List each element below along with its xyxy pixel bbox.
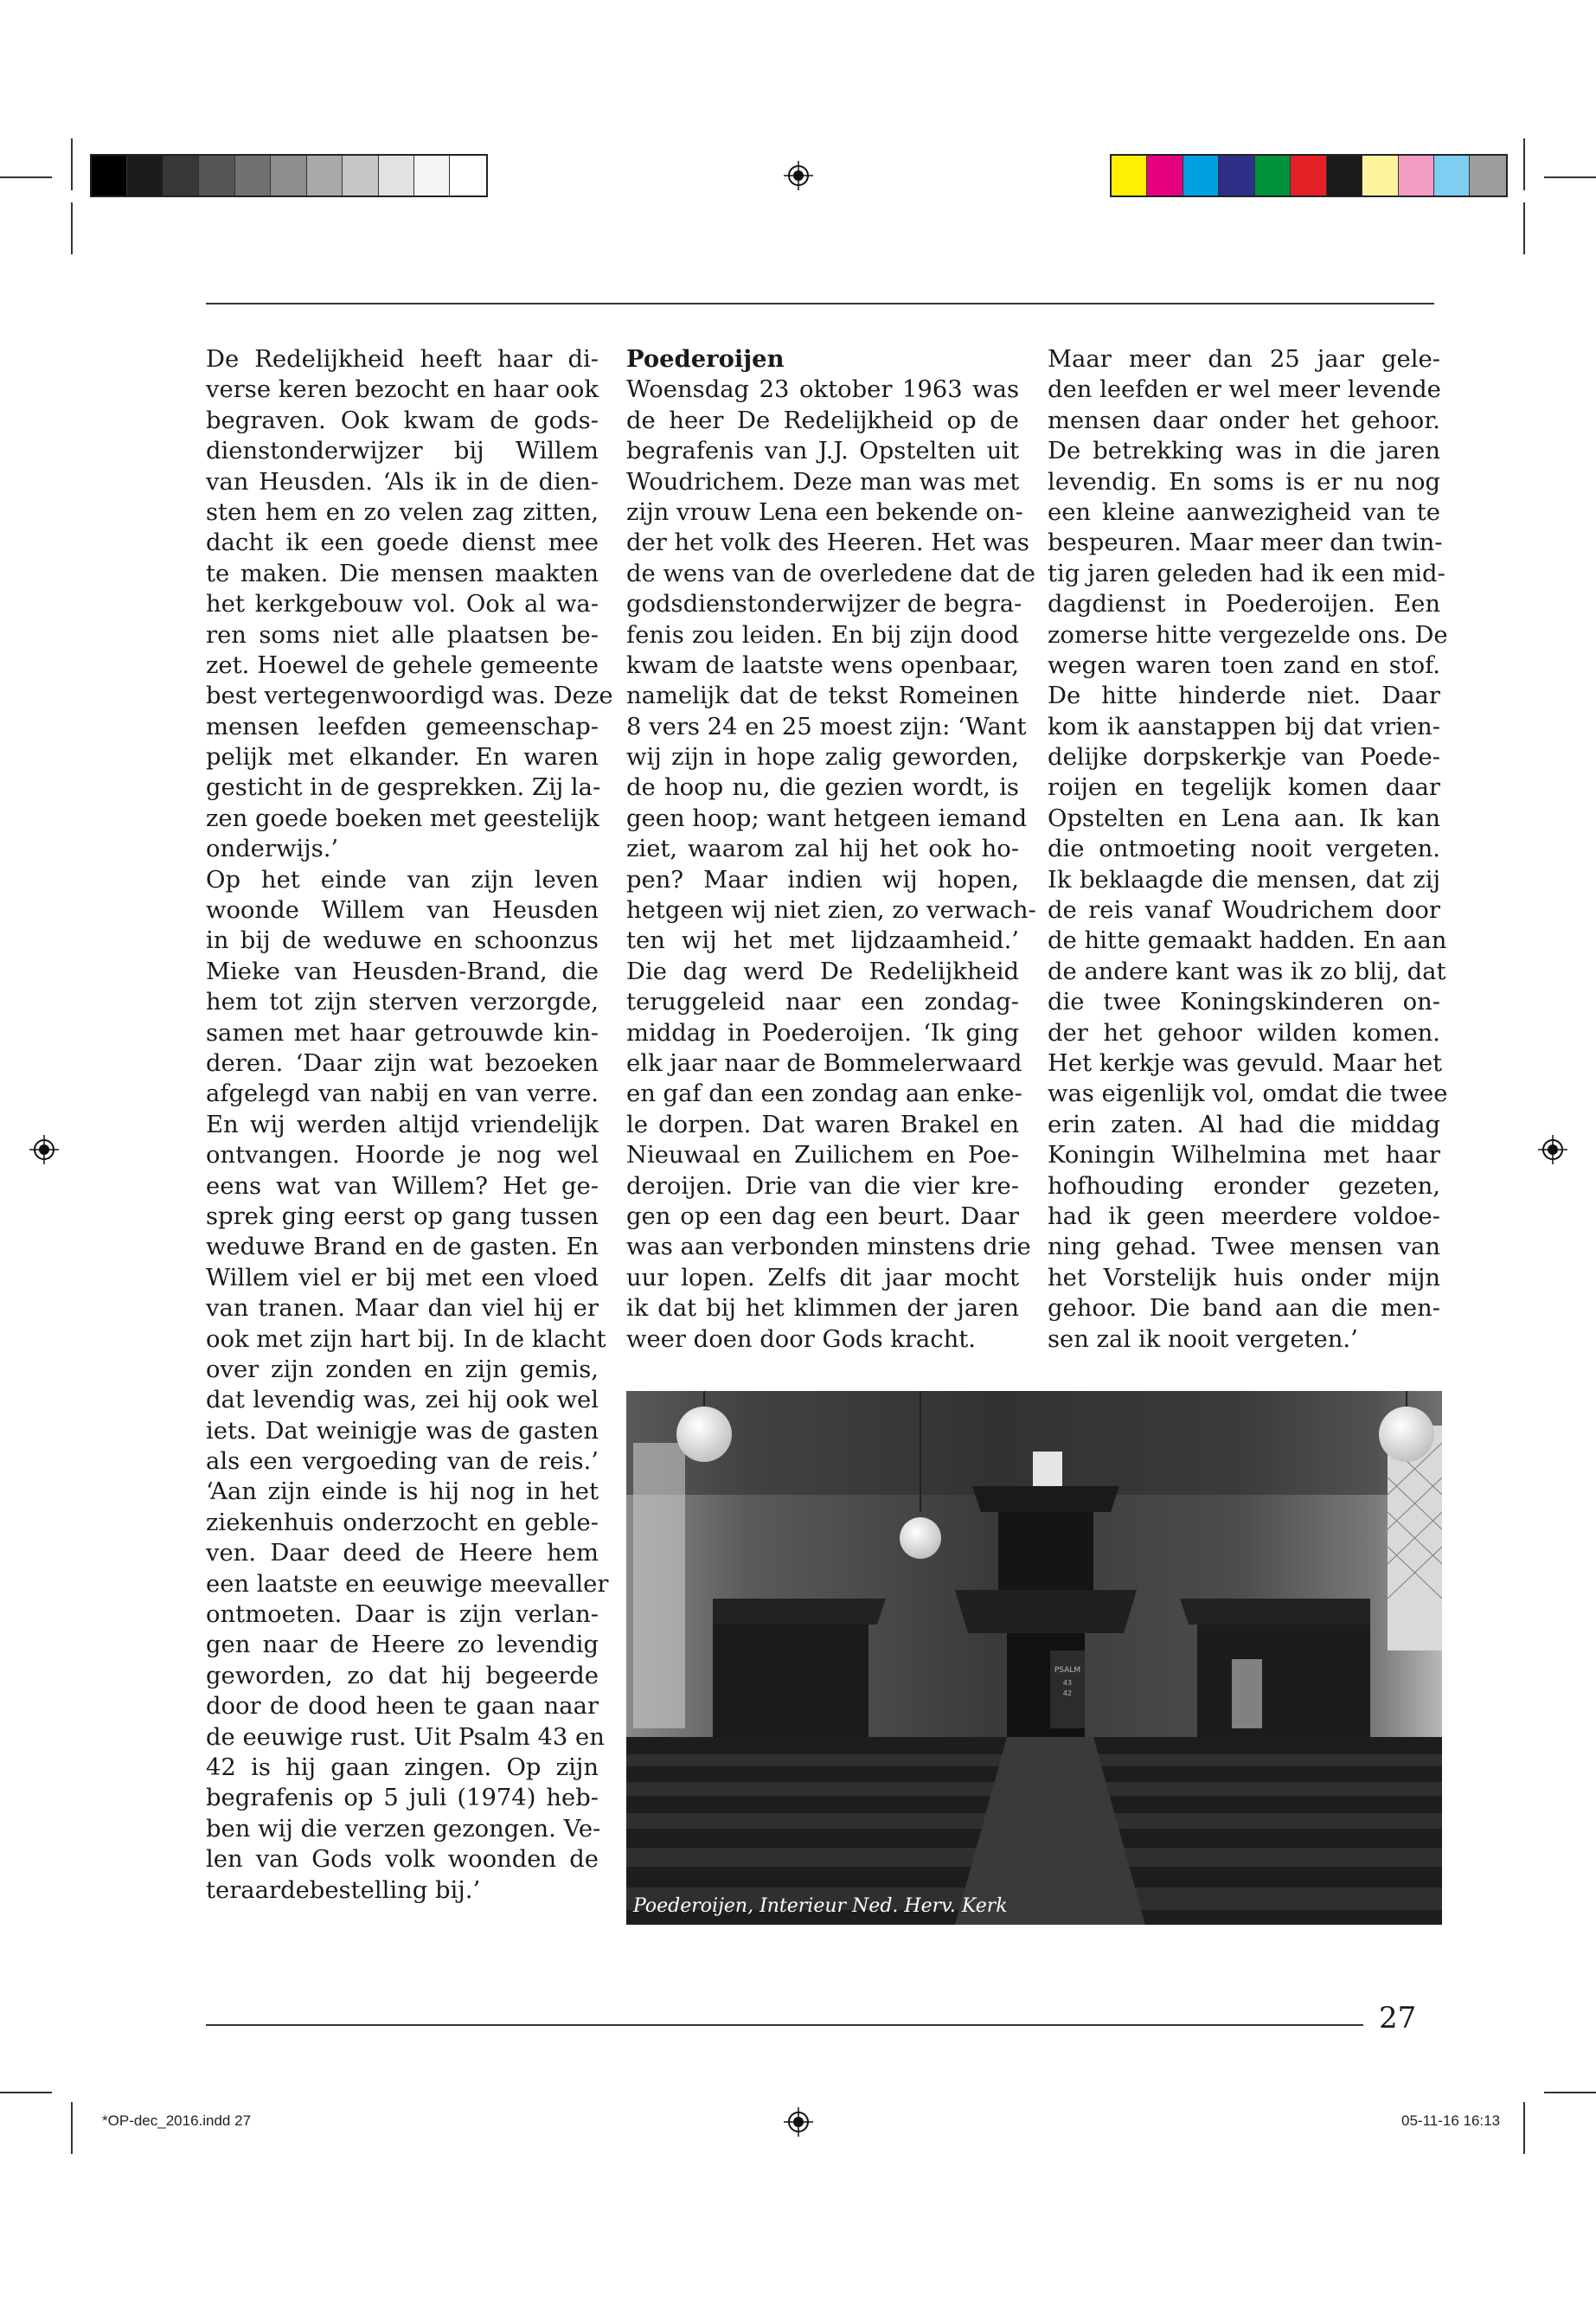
crop-mark (71, 202, 73, 254)
text-line: der het gehoor wilden komen. (1048, 1019, 1440, 1047)
text-line: weduwe Brand en de gasten. En (206, 1234, 599, 1261)
text-line: best vertegenwoordigd was. Deze (206, 683, 613, 710)
psalm-board-number: 42 (1062, 1689, 1073, 1697)
text-line: 42 is hij gaan zingen. Op zijn (206, 1753, 599, 1781)
color-swatch (199, 156, 234, 195)
text-line: De Redelijkheid heeft haar di- (206, 346, 599, 373)
text-line: Woensdag 23 oktober 1963 was (626, 376, 1019, 404)
text-line: ning gehad. Twee mensen van (1048, 1234, 1440, 1261)
text-line: En wij werden altijd vriendelijk (206, 1111, 599, 1138)
text-line: de heer De Redelijkheid op de (626, 407, 1019, 434)
crop-mark (1523, 202, 1525, 254)
text-line: deren. ‘Daar zijn wat bezoeken (206, 1049, 599, 1077)
crop-mark (71, 138, 73, 190)
color-swatch (1183, 156, 1219, 195)
psalm-board-label: PSALM (1054, 1666, 1081, 1675)
text-line: als een vergoeding van de reis.’ (206, 1448, 599, 1476)
text-line: dacht ik een goede dienst mee (206, 529, 599, 557)
color-swatch (1434, 156, 1470, 195)
text-line: hem tot zijn sterven verzorgde, (206, 989, 599, 1016)
text-line: deroijen. Drie van die vier kre- (626, 1172, 1019, 1200)
color-swatch (235, 156, 271, 195)
text-line: Mieke van Heusden-Brand, die (206, 958, 599, 985)
text-line: begrafenis van J.J. Opstelten uit (626, 438, 1019, 465)
text-line: ziet, waarom zal hij het ook ho- (626, 836, 1019, 863)
crop-mark (1544, 2092, 1596, 2093)
text-line: len van Gods volk woonden de (206, 1846, 599, 1874)
text-line: geworden, zo dat hij begeerde (206, 1662, 599, 1689)
text-line: gesticht in de gesprekken. Zij la- (206, 774, 601, 802)
text-line: Nieuwaal en Zuilichem en Poe- (626, 1142, 1019, 1170)
text-line: ook met zijn hart bij. In de klacht (206, 1325, 606, 1353)
color-swatch (1470, 156, 1505, 195)
text-line: Maar meer dan 25 jaar gele- (1048, 346, 1440, 373)
registration-mark-icon (29, 1135, 59, 1164)
header-rule (206, 303, 1434, 304)
text-line: was eigenlijk vol, omdat die twee (1048, 1080, 1448, 1108)
text-line: die twee Koningskinderen on- (1048, 989, 1440, 1016)
crop-mark (0, 176, 52, 178)
text-line: de eeuwige rust. Uit Psalm 43 en (206, 1723, 605, 1751)
slug-filename: *OP-dec_2016.indd 27 (102, 2112, 252, 2129)
column-2 (626, 344, 1036, 1355)
text-line: Die dag werd De Redelijkheid (626, 958, 1019, 985)
text-line: verse keren bezocht en haar ook (206, 376, 599, 404)
text-line: had ik geen meerdere voldoe- (1048, 1202, 1440, 1230)
text-line: ‘Aan zijn einde is hij nog in het (206, 1478, 599, 1506)
text-line: over zijn zonden en zijn gemis, (206, 1356, 599, 1383)
text-line: zet. Hoewel de gehele gemeente (206, 651, 599, 679)
text-line: ontmoeten. Daar is zijn verlan- (206, 1601, 599, 1629)
color-swatch (1219, 156, 1254, 195)
text-line: ik dat bij het klimmen der jaren (626, 1295, 1019, 1323)
text-line: hofhouding eronder gezeten, (1048, 1172, 1440, 1200)
color-swatch (1291, 156, 1326, 195)
text-line: Willem viel er bij met een vloed (206, 1264, 599, 1292)
text-line: die ontmoeting nooit vergeten. (1048, 836, 1440, 863)
footer-rule (206, 2024, 1363, 2026)
text-line: levendig. En soms is er nu nog (1048, 468, 1440, 496)
text-line: de reis vanaf Woudrichem door (1048, 897, 1440, 925)
color-swatch (1255, 156, 1291, 195)
text-line: sten hem en zo velen zag zitten, (206, 498, 599, 526)
section-heading: Poederoijen (626, 345, 785, 373)
text-line: ten wij het met lijdzaamheid.’ (626, 927, 1019, 955)
text-line: ontvangen. Hoorde je nog wel (206, 1142, 599, 1170)
text-line: elk jaar naar de Bommelerwaard (626, 1049, 1022, 1077)
text-line: en gaf dan een zondag aan enke- (626, 1080, 1022, 1108)
text-line: de wens van de overledene dat de (626, 560, 1035, 587)
crop-mark (1544, 176, 1596, 178)
text-line: mensen daar onder het gehoor. (1048, 407, 1440, 434)
text-line: bespeuren. Maar meer dan twin- (1048, 529, 1443, 557)
text-line: roijen en tegelijk komen daar (1048, 774, 1440, 802)
text-line: de hitte gemaakt hadden. En aan (1048, 927, 1447, 955)
text-line: gehoor. Die band aan die men- (1048, 1295, 1440, 1323)
text-line: 8 vers 24 en 25 moest zijn: ‘Want (626, 713, 1027, 740)
text-line: Ik beklaagde die mensen, dat zij (1048, 866, 1440, 894)
text-line: weer doen door Gods kracht. (626, 1325, 976, 1353)
photo-caption: Poederoijen, Interieur Ned. Herv. Kerk (633, 1895, 1008, 1917)
color-swatch (1147, 156, 1183, 195)
color-swatch (1362, 156, 1398, 195)
text-line: De hitte hinderde niet. Daar (1048, 683, 1440, 710)
text-line: kwam de laatste wens openbaar, (626, 651, 1019, 679)
color-swatch (307, 156, 343, 195)
text-line: ben wij die verzen gezongen. Ve- (206, 1815, 601, 1843)
text-line: Koningin Wilhelmina met haar (1048, 1142, 1440, 1170)
text-line: de hoop nu, die gezien wordt, is (626, 774, 1019, 802)
color-swatch (163, 156, 199, 195)
text-line: sen zal ik nooit vergeten.’ (1048, 1325, 1358, 1353)
text-line: erin zaten. Al had die middag (1048, 1111, 1440, 1138)
page-number: 27 (1379, 2001, 1417, 2035)
text-line: zomerse hitte vergezelde ons. De (1048, 621, 1448, 649)
text-line: mensen leefden gemeenschap- (206, 713, 599, 740)
column-1 (206, 344, 613, 1906)
slug-datetime: 05-11-16 16:13 (1401, 2112, 1501, 2129)
text-line: begraven. Ook kwam de gods- (206, 407, 599, 434)
color-swatch (343, 156, 378, 195)
text-line: kom ik aanstappen bij dat vrien- (1048, 713, 1440, 740)
text-line: Het kerkje was gevuld. Maar het (1048, 1049, 1443, 1077)
text-line: van tranen. Maar dan viel hij er (206, 1295, 599, 1323)
text-line: ziekenhuis onderzocht en geble- (206, 1509, 599, 1536)
text-line: le dorpen. Dat waren Brakel en (626, 1111, 1019, 1138)
color-swatch (92, 156, 127, 195)
color-swatch (1112, 156, 1147, 195)
text-line: samen met haar getrouwde kin- (206, 1019, 599, 1047)
text-line: De betrekking was in die jaren (1048, 438, 1440, 465)
color-swatch (127, 156, 163, 195)
text-line: dienstonderwijzer bij Willem (206, 438, 599, 465)
color-bar (1110, 154, 1508, 197)
text-line: delijke dorpskerkje van Poede- (1048, 744, 1440, 772)
crop-mark (1523, 2102, 1525, 2154)
text-line: wij zijn in hope zalig geworden, (626, 744, 1019, 772)
text-line: Op het einde van zijn leven (206, 866, 599, 894)
text-line: dagdienst in Poederoijen. Een (1048, 591, 1440, 619)
text-line: middag in Poederoijen. ‘Ik ging (626, 1019, 1019, 1047)
text-line: woonde Willem van Heusden (206, 897, 599, 925)
grayscale-bar (90, 154, 488, 197)
text-line: een laatste en eeuwige meevaller (206, 1570, 609, 1598)
text-line: in bij de weduwe en schoonzus (206, 927, 599, 955)
text-line: pen? Maar indien wij hopen, (626, 866, 1019, 894)
text-line: de andere kant was ik zo blij, dat (1048, 958, 1446, 985)
column-3 (1048, 344, 1448, 1355)
text-line: ren soms niet alle plaatsen be- (206, 621, 599, 649)
color-swatch (450, 156, 485, 195)
text-line: geen hoop; want hetgeen iemand (626, 804, 1028, 832)
crop-mark (0, 2092, 52, 2093)
text-line: Woudrichem. Deze man was met (626, 468, 1020, 496)
color-swatch (379, 156, 414, 195)
color-swatch (1399, 156, 1434, 195)
text-line: iets. Dat weinigje was de gasten (206, 1417, 599, 1445)
text-line: dat levendig was, zei hij ook wel (206, 1387, 599, 1414)
text-line: het Vorstelijk huis onder mijn (1048, 1264, 1440, 1292)
text-line: eens wat van Willem? Het ge- (206, 1172, 599, 1200)
text-line: namelijk dat de tekst Romeinen (626, 683, 1019, 710)
text-line: afgelegd van nabij en van verre. (206, 1080, 599, 1108)
text-line: Opstelten en Lena aan. Ik kan (1048, 804, 1440, 832)
text-line: gen op een dag een beurt. Daar (626, 1202, 1019, 1230)
text-line: ven. Daar deed de Heere hem (206, 1540, 599, 1567)
text-line: teraardebestelling bij.’ (206, 1876, 481, 1904)
text-line: godsdienstonderwijzer de begra- (626, 591, 1022, 619)
registration-mark-icon (784, 2107, 813, 2137)
text-line: het kerkgebouw vol. Ook al wa- (206, 591, 599, 619)
church-interior-photo (626, 1391, 1442, 1925)
crop-mark (1523, 138, 1525, 190)
text-line: een kleine aanwezigheid van te (1048, 498, 1440, 526)
registration-mark-icon (1538, 1135, 1567, 1164)
text-line: fenis zou leiden. En bij zijn dood (626, 621, 1019, 649)
text-line: onderwijs.’ (206, 836, 339, 863)
crop-mark (71, 2102, 73, 2154)
text-line: tig jaren geleden had ik een mid- (1048, 560, 1445, 587)
text-line: uur lopen. Zelfs dit jaar mocht (626, 1264, 1019, 1292)
text-line: hetgeen wij niet zien, zo verwach- (626, 897, 1036, 925)
text-line: door de dood heen te gaan naar (206, 1693, 599, 1721)
text-line: begrafenis op 5 juli (1974) heb- (206, 1785, 599, 1812)
text-line: sprek ging eerst op gang tussen (206, 1202, 599, 1230)
psalm-board-number: 43 (1062, 1679, 1073, 1687)
text-line: den leefden er wel meer levende (1048, 376, 1441, 404)
text-line: zijn vrouw Lena een bekende on- (626, 498, 1023, 526)
text-line: gen naar de Heere zo levendig (206, 1631, 599, 1659)
text-line: te maken. Die mensen maakten (206, 560, 599, 587)
text-line: was aan verbonden minstens drie (626, 1234, 1031, 1261)
text-line: der het volk des Heeren. Het was (626, 529, 1029, 557)
color-swatch (271, 156, 306, 195)
text-line: wegen waren toen zand en stof. (1048, 651, 1440, 679)
color-swatch (1327, 156, 1362, 195)
text-line: van Heusden. ‘Als ik in de dien- (206, 468, 599, 496)
text-line: teruggeleid naar een zondag- (626, 989, 1019, 1016)
text-line: pelijk met elkander. En waren (206, 744, 599, 772)
registration-mark-icon (784, 161, 813, 190)
color-swatch (414, 156, 450, 195)
text-line: zen goede boeken met geestelijk (206, 804, 599, 832)
